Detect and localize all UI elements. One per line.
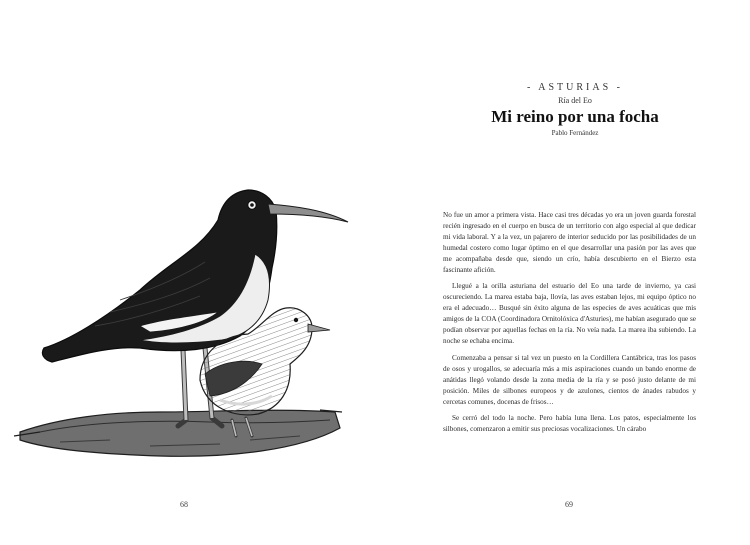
- paragraph: Llegué a la orilla asturiana del estuario del Eo una tarde de invierno, ya casi oscureciendo. La marea estaba baja, llovía, las aves estaban lejos, mi equipo óptico no era el adecuado… Busqué sin éxito alguna de las especies de aves acuáticas que mis amigos de la COA (Coordinadora Ornitolóxica d'Asturies), me habían asegurado que se podían observar por aquellas fechas en la ría. No veía nada. La marea iba subiendo. La noche se echaba encima.: [443, 282, 696, 345]
- oystercatcher-illustration: [0, 150, 375, 470]
- location-subtitle: Ría del Eo: [558, 96, 592, 105]
- page-number-right: 69: [565, 500, 573, 509]
- paragraph: Se cerró del todo la noche. Pero había luna llena. Los patos, especialmente los silbones, comenzaron a emitir sus preciosas vocalizaciones. Un cárabo: [443, 414, 696, 434]
- paragraph: No fue un amor a primera vista. Hace casi tres décadas yo era un joven guarda forestal recién ingresado en el cuerpo en busca de un territorio con algo especial al que dedicar mi vida laboral. Y a la vez, un pajarero de interior seducido por las posibilidades de un humedal costero como lugar óptimo en el que desarrollar una pasión por las aves que me acompañaba desde que, siendo un crío, había descubierto en el Bierzo esta fascinante afición.: [443, 211, 696, 274]
- chapter-title: Mi reino por una focha: [491, 107, 659, 126]
- author-name: Pablo Fernández: [551, 129, 599, 137]
- ground-shape: [14, 410, 342, 456]
- body-text: [443, 210, 696, 441]
- paragraph: Comenzaba a pensar si tal vez un puesto en la Cordillera Cantábrica, tras los pasos de osos y urogallos, se adecuaría más a mis aspiraciones cuando un bando enorme de anátidas llegó volando desde la zona media de la ría y se posó justo delante de mi posición. Miles de silbones europeos y de azulones, cientos de ánades rabudos y cercetas comunes, docenas de frisos…: [443, 353, 696, 406]
- region-label: - ASTURIAS -: [526, 82, 623, 93]
- chapter-header: [455, 82, 695, 137]
- page-number-left: 68: [180, 500, 188, 509]
